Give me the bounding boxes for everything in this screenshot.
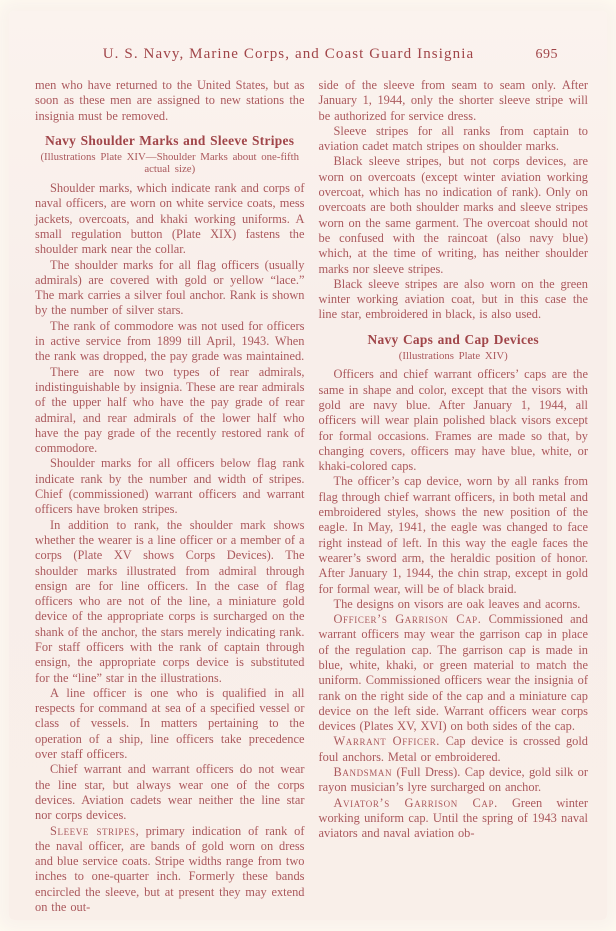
paragraph-sleeve-stripes bbox=[35, 824, 305, 916]
paragraph-text: Commissioned and warrant officers may wear the garrison cap in place of the regulation cap. The garrison cap is made in blue, white, khaki, or green material to match the uniform. Commissioned officers wear the insignia of rank on the right side of the cap and a miniature cap device on the left side. Warrant officers wear corps devices (Plates XV, XVI) on both sides of the cap. bbox=[318, 612, 588, 734]
paragraph: There are now two types of rear admirals, indistinguishable by insignia. These are rear admirals of the upper half who have the pay grade of rear admiral, and rear admirals of the lower half who have the pay grade of the recently restored rank of commodore. bbox=[35, 364, 305, 456]
running-header bbox=[35, 46, 588, 63]
paragraph: Black sleeve stripes, but not corps devices, are worn on overcoats (except winter aviation working overcoat, which has no indication of rank). Only on overcoats are both shoulder marks and sleeve stripes worn on the same garment. The overcoat should not be confused with the raincoat (also navy blue) which, at the time of writing, has neither shoulder marks nor sleeve stripes. bbox=[318, 154, 588, 276]
paragraph-officers-garrison-cap bbox=[319, 612, 589, 734]
caption-plate-xiv: (Illustrations Plate XIV) bbox=[398, 349, 508, 362]
paragraph: Sleeve stripes for all ranks from captain to aviation cadet match stripes on shoulder marks. bbox=[318, 123, 588, 154]
paragraph-text: , primary indication of rank of the naval officer, are bands of gold worn on dress and blue service coats. Stripe widths range from two inches to one-quarter inch. Formerly these bands encircled the sleeve, but at present they may extend on the out- bbox=[35, 823, 305, 915]
paragraph-warrant-officer bbox=[319, 734, 589, 765]
small-caps-lead: Warrant Officer. bbox=[333, 734, 441, 749]
paragraph-bandsman bbox=[319, 765, 589, 796]
paragraph: The officer’s cap device, worn by all ranks from flag through chief warrant officers, in both metal and embroidered styles, shows the new position of the eagle. In May, 1941, the eagle was changed to face right instead of left. In this way the eagle faces the wearer’s sword arm, the heraldic position of honor. After January 1, 1944, the chin strap, except in gold for formal wear, will be of black braid. bbox=[318, 474, 588, 596]
page-number: 695 bbox=[535, 47, 558, 62]
paragraph: Shoulder marks for all officers below flag rank indicate rank by the number and width of stripes. Chief (commissioned) warrant officers and warrant officers have broken stripes. bbox=[35, 456, 305, 517]
caption-plate-xiv-shoulder-marks: (Illustrations Plate XIV—Shoulder Marks about one-fifth actual size) bbox=[40, 150, 300, 176]
paragraph: The designs on visors are oak leaves and acorns. bbox=[333, 596, 581, 611]
paragraph-aviators-garrison-cap bbox=[319, 796, 589, 842]
paragraph: A line officer is one who is qualified in all respects for command at sea of a specified vessel or class of vessels. In matters pertaining to the operation of a ship, line officers take precedence over staff officers. bbox=[35, 685, 305, 762]
heading-navy-caps: Navy Caps and Cap Devices bbox=[367, 331, 539, 347]
page-content bbox=[35, 46, 588, 915]
two-column-layout bbox=[35, 78, 588, 915]
page-title: U. S. Navy, Marine Corps, and Coast Guard Insignia bbox=[102, 46, 475, 62]
paragraph: In addition to rank, the shoulder mark shows whether the wearer is a line officer or a member of a corps (Plate XV shows Corps Devices). The shoulder marks illustrated from admiral through ensign are for line officers. In the case of flag officers who are not of the line, a miniature gold device of the appropriate corps is surcharged on the shank of the anchor, the stars merely indicating rank. For staff officers with the rank of captain through ensign, the appropriate corps device is substituted for the “line” star in the illustrations. bbox=[35, 517, 305, 685]
small-caps-lead: Officer’s Garrison Cap. bbox=[333, 612, 482, 627]
paragraph: The shoulder marks for all flag officers (usually admirals) are covered with gold or yellow “lace.” The mark carries a silver foul anchor. Rank is shown by the number of silver stars. bbox=[35, 257, 305, 318]
small-caps-lead: Bandsman bbox=[333, 765, 393, 780]
paragraph: Shoulder marks, which indicate rank and corps of naval officers, are worn on white service coats, mess jackets, overcoats, and khaki working uniforms. A small regulation button (Plate XIX) fastens the shoulder mark near the collar. bbox=[35, 181, 305, 257]
heading-navy-shoulder-marks: Navy Shoulder Marks and Sleeve Stripes bbox=[45, 132, 295, 148]
left-column bbox=[35, 78, 305, 915]
paragraph: side of the sleeve from seam to seam only. After January 1, 1944, only the shorter sleeve stripe will be authorized for service dress. bbox=[318, 78, 588, 123]
right-column bbox=[319, 78, 589, 915]
small-caps-lead: Aviator’s Garrison Cap. bbox=[333, 795, 498, 810]
paragraph: Chief warrant and warrant officers do not wear the line star, but always wear one of the corps devices. Aviation cadets wear neither the line star nor corps devices. bbox=[35, 762, 305, 823]
paragraph-text: Cap device is crossed gold foul anchors. Metal or embroidered. bbox=[318, 734, 588, 764]
paragraph: The rank of commodore was not used for officers in active service from 1899 till April, 1943. When the rank was dropped, the pay grade was maintained. bbox=[35, 318, 305, 364]
paragraph-text: Green winter working uniform cap. Until the spring of 1943 naval aviators and naval aviation ob- bbox=[318, 795, 588, 841]
small-caps-lead: Sleeve stripes bbox=[50, 823, 136, 838]
paragraph: men who have returned to the United States, but as soon as these men are assigned to new stations the insignia must be removed. bbox=[35, 78, 305, 123]
paragraph-text: (Full Dress). Cap device, gold silk or rayon musician’s lyre surcharged on anchor. bbox=[318, 765, 588, 795]
paragraph: Officers and chief warrant officers’ caps are the same in shape and color, except that the visors with gold are navy blue. After January 1, 1944, all officers will wear plain polished black visors except for formal occasions. Frames are made so that, by changing covers, officers may have blue, white, or khaki-colored caps. bbox=[318, 367, 588, 474]
paragraph: Black sleeve stripes are also worn on the green winter working aviation coat, but in this case the line star, embroidered in black, is also used. bbox=[318, 276, 588, 322]
